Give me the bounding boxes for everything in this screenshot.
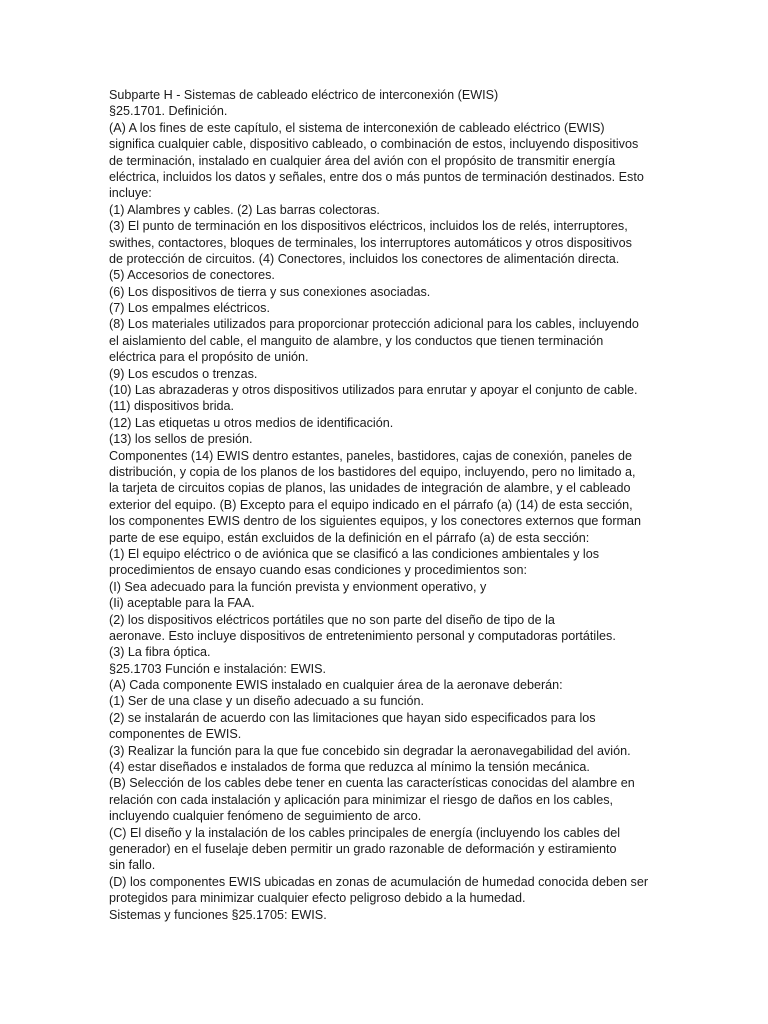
text-line: de protección de circuitos. (4) Conectores, incluidos los conectores de alimentación directa. bbox=[109, 251, 620, 266]
text-line: protegidos para minimizar cualquier efecto peligroso debido a la humedad. bbox=[109, 891, 526, 906]
text-line: (5) Accesorios de conectores. bbox=[109, 268, 275, 283]
text-line: eléctrica para el propósito de unión. bbox=[109, 350, 309, 365]
text-line: parte de ese equipo, están excluidos de la definición en el párrafo (a) de esta sección: bbox=[109, 530, 590, 545]
text-line: (1) Alambres y cables. (2) Las barras colectoras. bbox=[109, 202, 380, 217]
text-line: sin fallo. bbox=[109, 858, 156, 873]
text-line: la tarjeta de circuitos copias de planos, las unidades de integración de alambre, y el cableado bbox=[109, 481, 631, 496]
text-line: incluye: bbox=[109, 186, 152, 201]
text-line: (8) Los materiales utilizados para proporcionar protección adicional para los cables, incluyendo bbox=[109, 317, 639, 332]
text-line: (1) El equipo eléctrico o de aviónica que se clasificó a las condiciones ambientales y los bbox=[109, 546, 600, 561]
text-line: (4) estar diseñados e instalados de forma que reduzca al mínimo la tensión mecánica. bbox=[109, 760, 590, 775]
document-body bbox=[109, 87, 669, 923]
text-line: Componentes (14) EWIS dentro estantes, paneles, bastidores, cajas de conexión, paneles de bbox=[109, 448, 632, 463]
text-line: swithes, contactores, bloques de terminales, los interruptores automáticos y otros dispositivos bbox=[109, 235, 632, 250]
text-line: distribución, y copia de los planos de los bastidores del equipo, incluyendo, pero no limitado a, bbox=[109, 464, 636, 479]
text-line: significa cualquier cable, dispositivo cableado, o combinación de estos, incluyendo dispositivos bbox=[109, 137, 639, 152]
text-line: aeronave. Esto incluye dispositivos de entretenimiento personal y computadoras portátiles. bbox=[109, 628, 616, 643]
text-line: (11) dispositivos brida. bbox=[109, 399, 235, 414]
text-line: (3) El punto de terminación en los dispositivos eléctricos, incluidos los de relés, interruptores, bbox=[109, 219, 628, 234]
text-line: (B) Selección de los cables debe tener en cuenta las características conocidas del alambre en bbox=[109, 776, 635, 791]
text-line: procedimientos de ensayo cuando esas condiciones y procedimientos son: bbox=[109, 563, 527, 578]
text-line: componentes de EWIS. bbox=[109, 727, 242, 742]
text-line: Subparte H - Sistemas de cableado eléctrico de interconexión (EWIS) bbox=[109, 88, 499, 102]
text-line: eléctrica, incluidos los datos y señales, entre dos o más puntos de terminación destinados. Esto bbox=[109, 169, 644, 184]
text-line: (1) Ser de una clase y un diseño adecuado a su función. bbox=[109, 694, 425, 709]
text-line: (12) Las etiquetas u otros medios de identificación. bbox=[109, 415, 394, 430]
text-line: §25.1701. Definición. bbox=[109, 104, 228, 119]
text-line: de terminación, instalado en cualquier área del avión con el propósito de transmitir energía bbox=[109, 153, 616, 168]
text-line: incluyendo cualquier fenómeno de seguimiento de arco. bbox=[109, 809, 422, 824]
text-line: (3) Realizar la función para la que fue concebido sin degradar la aeronavegabilidad del avión. bbox=[109, 743, 631, 758]
text-line: (Ii) aceptable para la FAA. bbox=[109, 596, 255, 611]
text-line: los componentes EWIS dentro de los siguientes equipos, y los conectores externos que forman bbox=[109, 514, 642, 529]
text-line: (A) A los fines de este capítulo, el sistema de interconexión de cableado eléctrico (EWIS) bbox=[109, 120, 605, 135]
text-line: (10) Las abrazaderas y otros dispositivos utilizados para enrutar y apoyar el conjunto de cable. bbox=[109, 383, 638, 398]
text-line: (C) El diseño y la instalación de los cables principales de energía (incluyendo los cables del bbox=[109, 825, 621, 840]
text-line: exterior del equipo. (B) Excepto para el equipo indicado en el párrafo (a) (14) de esta sección, bbox=[109, 497, 633, 512]
text-line: relación con cada instalación y aplicación para minimizar el riesgo de daños en los cables, bbox=[109, 792, 614, 807]
text-line: (3) La fibra óptica. bbox=[109, 645, 211, 660]
text-line: (I) Sea adecuado para la función prevista y envionment operativo, y bbox=[109, 579, 487, 594]
text-line: generador) en el fuselaje deben permitir un grado razonable de deformación y estiramiento bbox=[109, 841, 617, 856]
text-line: (7) Los empalmes eléctricos. bbox=[109, 301, 270, 316]
text-line: Sistemas y funciones §25.1705: EWIS. bbox=[109, 907, 327, 922]
text-line: (13) los sellos de presión. bbox=[109, 432, 253, 447]
text-line: (2) los dispositivos eléctricos portátiles que no son parte del diseño de tipo de la bbox=[109, 612, 555, 627]
text-line: (6) Los dispositivos de tierra y sus conexiones asociadas. bbox=[109, 284, 431, 299]
text-line: (A) Cada componente EWIS instalado en cualquier área de la aeronave deberán: bbox=[109, 678, 563, 693]
text-line: el aislamiento del cable, el manguito de alambre, y los conductos que tienen terminación bbox=[109, 333, 604, 348]
text-line: (D) los componentes EWIS ubicadas en zonas de acumulación de humedad conocida deben ser bbox=[109, 874, 649, 889]
text-line: §25.1703 Función e instalación: EWIS. bbox=[109, 661, 327, 676]
text-line: (9) Los escudos o trenzas. bbox=[109, 366, 258, 381]
text-line: (2) se instalarán de acuerdo con las limitaciones que hayan sido especificados para los bbox=[109, 710, 596, 725]
